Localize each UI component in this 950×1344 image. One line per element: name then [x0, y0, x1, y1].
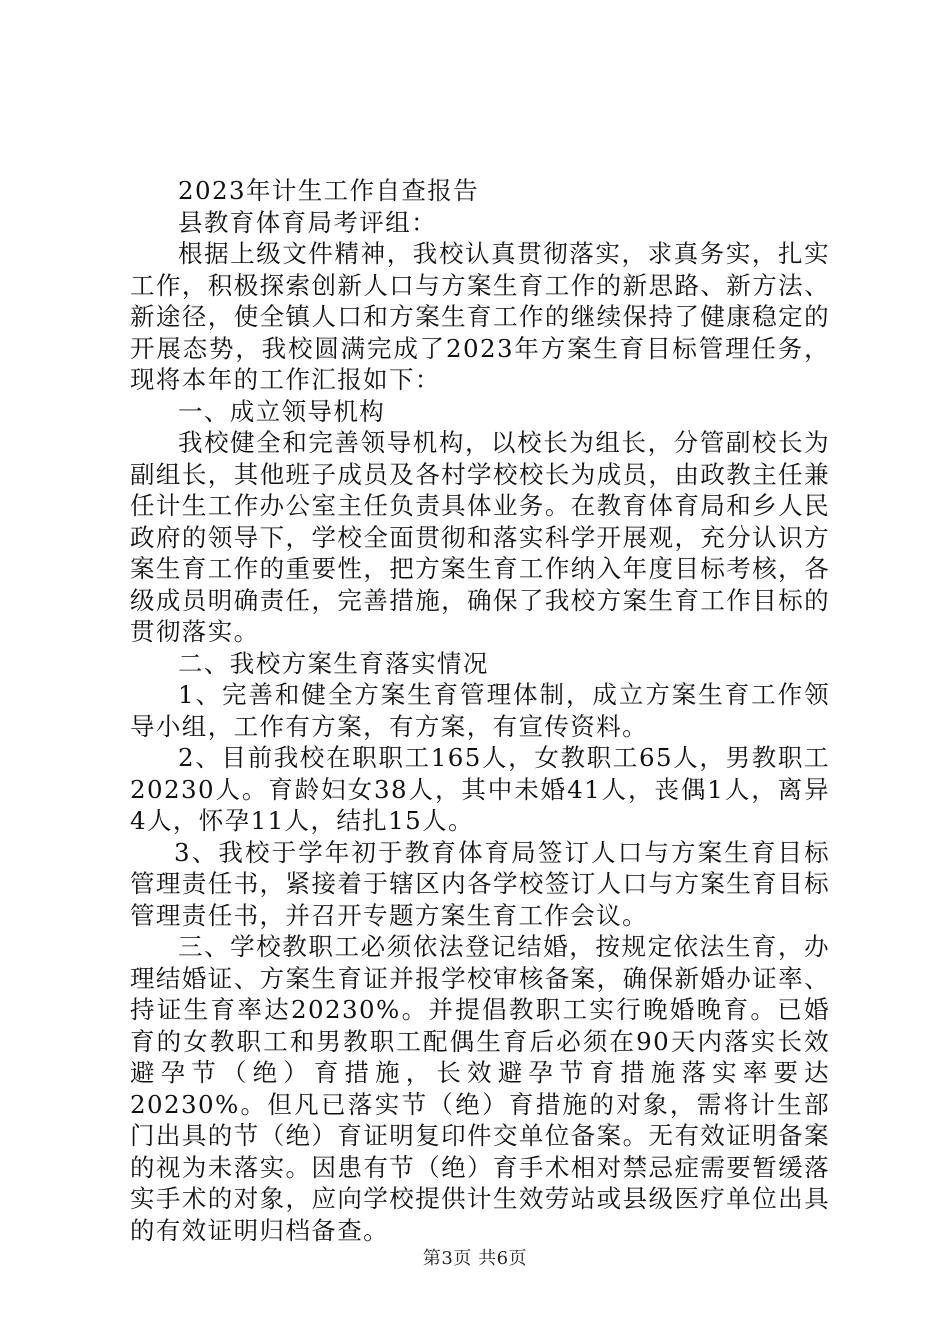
section-heading-2: 二、我校方案生育落实情况 [178, 648, 489, 678]
document-body [130, 175, 830, 1246]
document-title: 2023年计生工作自查报告 [178, 176, 480, 205]
salutation: 县教育体育局考评组： [178, 207, 437, 237]
section-heading-1: 一、成立领导机构 [178, 396, 386, 426]
item-2-paragraph: 2、目前我校在职职工165人，女教职工65人，男教职工20230人。育龄妇女38人，其中未婚41人，丧偶1人，离异4人，怀孕11人，结扎15人。 [130, 743, 830, 835]
intro-paragraph: 根据上级文件精神，我校认真贯彻落实，求真务实，扎实工作，积极探索创新人口与方案生育工作的新思路、新方法、新途径，使全镇人口和方案生育工作的继续保持了健康稳定的开展态势，我校圆满完成了2023年方案生育目标管理任务，现将本年的工作汇报如下： [130, 239, 830, 394]
item-1-paragraph: 1、完善和健全方案生育管理体制，成立方案生育工作领导小组，工作有方案，有方案，有宣传资料。 [130, 680, 830, 741]
section-3-paragraph: 三、学校教职工必须依法登记结婚，按规定依法生育，办理结婚证、方案生育证并报学校审核备案，确保新婚办证率、持证生育率达20230%。并提倡教职工实行晚婚晚育。已婚育的女教职工和男教职工配偶生育后必须在90天内落实长效避孕节（绝）育措施，长效避孕节育措施落实率要达20230%。但凡已落实节（绝）育措施的对象，需将计生部门出具的节（绝）育证明复印件交单位备案。无有效证明备案的视为未落实。因患有节（绝）育手术相对禁忌症需要暂缓落实手术的对象，应向学校提供计生效劳站或县级医疗单位出具的有效证明归档备查。 [130, 932, 830, 1245]
item-3-paragraph: 3、我校于学年初于教育体育局签订人口与方案生育目标管理责任书，紧接着于辖区内各学校签订人口与方案生育目标管理责任书，并召开专题方案生育工作会议。 [130, 837, 830, 930]
page-footer: 第3页 共6页 [422, 1248, 528, 1269]
leadership-paragraph: 我校健全和完善领导机构，以校长为组长，分管副校长为副组长，其他班子成员及各村学校校长为成员，由政教主任兼任计生工作办公室主任负责具体业务。在教育体育局和乡人民政府的领导下，学校全面贯彻和落实科学开展观，充分认识方案生育工作的重要性，把方案生育工作纳入年度目标考核，各级成员明确责任，完善措施，确保了我校方案生育工作目标的贯彻落实。 [130, 428, 830, 646]
